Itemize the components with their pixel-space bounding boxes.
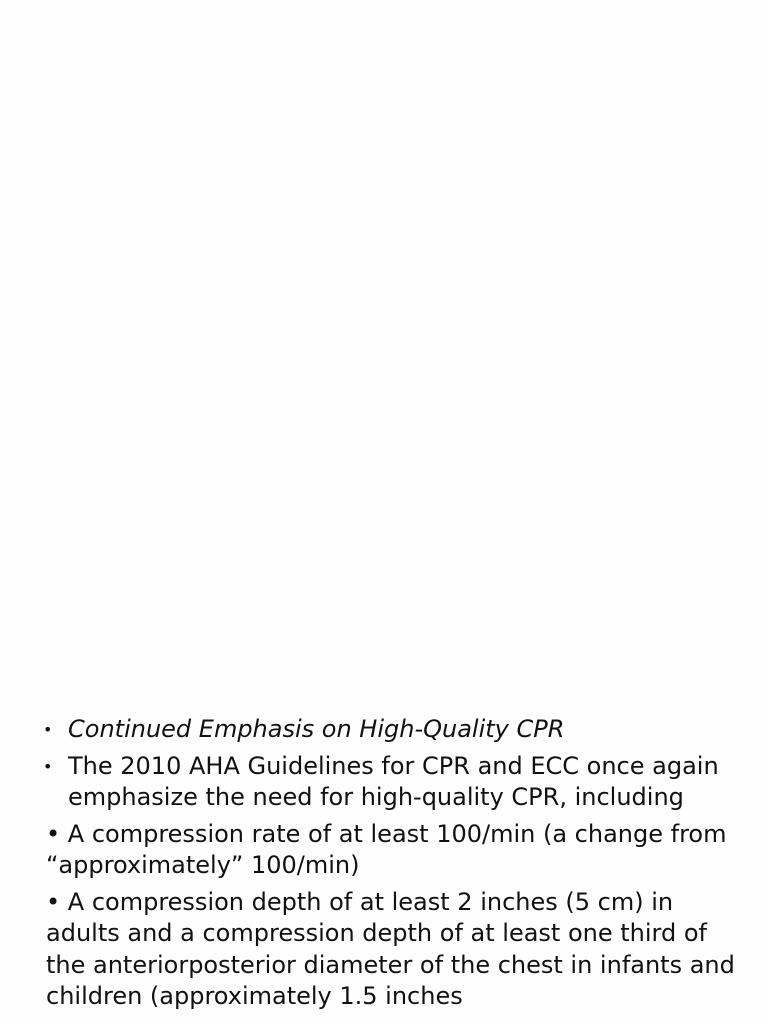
- compression-rate-text: • A compression rate of at least 100/min (a change from “approximately” 100/min): [46, 819, 727, 879]
- bullet-icon: •: [43, 756, 53, 776]
- list-item-compression-rate: [0, 819, 768, 882]
- list-item-guidelines: [0, 751, 768, 814]
- bullet-list: [0, 714, 768, 1018]
- compression-depth-text: • A compression depth of at least 2 inches (5 cm) in adults and a compression depth of at least one third of the anteriorposterior diameter of the chest in infants and children (approximately 1.5 inches: [46, 887, 735, 1010]
- guidelines-text: The 2010 AHA Guidelines for CPR and ECC once again emphasize the need for high-quality CPR, including: [68, 751, 719, 811]
- bullet-icon: •: [43, 720, 53, 739]
- list-item-heading: [0, 714, 768, 746]
- list-item-compression-depth: [0, 887, 768, 1013]
- heading-text: Continued Emphasis on High-Quality CPR: [68, 715, 565, 743]
